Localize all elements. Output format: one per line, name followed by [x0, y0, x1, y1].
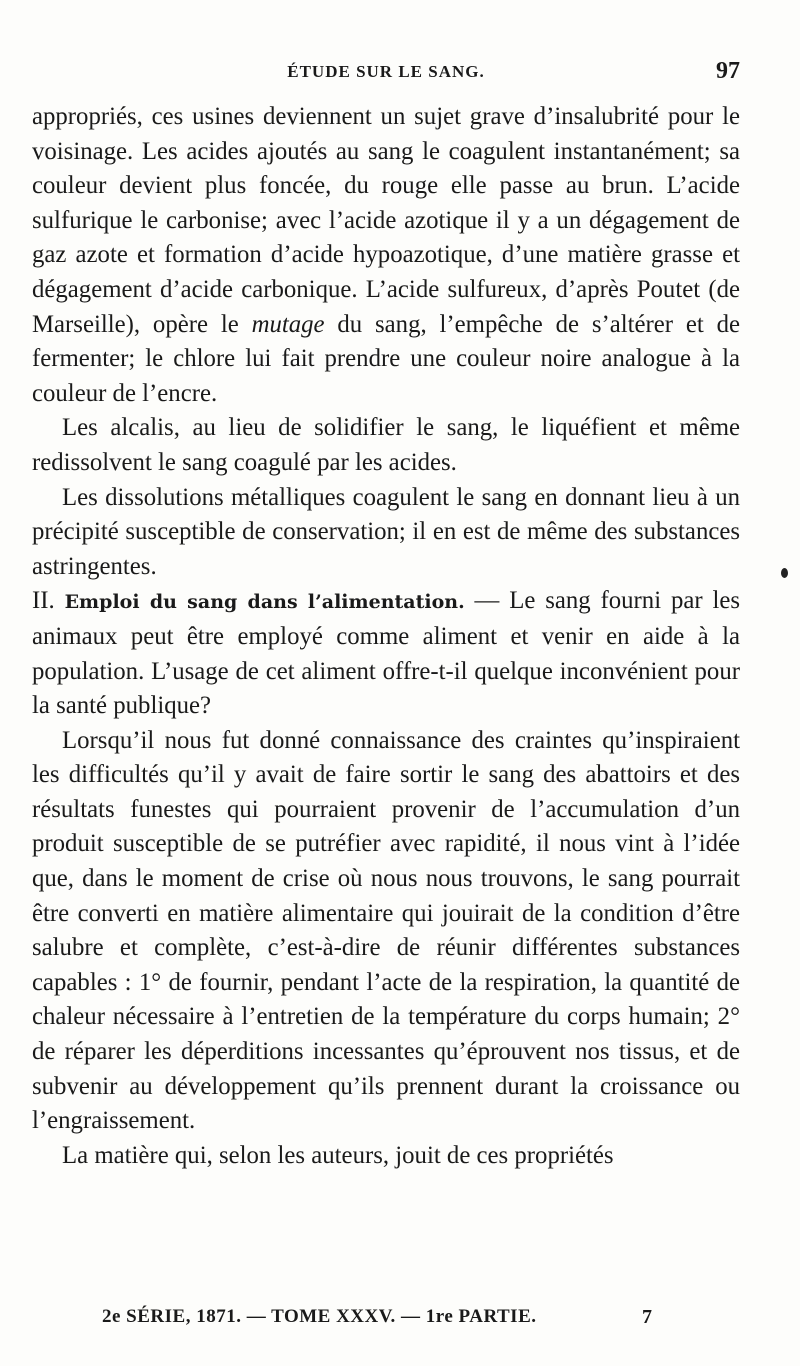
- page-number: 97: [716, 58, 740, 84]
- italic-term: mutage: [251, 310, 325, 338]
- section-number: II.: [32, 587, 55, 615]
- signature-number: 7: [642, 1306, 652, 1328]
- body-text: [32, 100, 740, 1173]
- paragraph-text: appropriés, ces usines deviennent un sujet grave d’insalubrité pour le voisinage. Les acides ajoutés au sang le coagulent instantanément; sa couleur devient plus foncée, du rouge elle passe au brun. L’acide sulfurique le carbonise; avec l’acide azotique il y a un dégagement de gaz azote et formation d’acide hypoazotique, d’une matière grasse et dégagement d’acide carbonique. L’acide sulfureux, d’après Poutet (de Marseille), opère le: [32, 103, 740, 338]
- page-header: [32, 58, 740, 90]
- running-head: ÉTUDE SUR LE SANG.: [287, 62, 485, 81]
- signature-line: 2e SÉRIE, 1871. — TOME XXXV. — 1re PARTIE.: [102, 1306, 537, 1327]
- section-paragraph: [32, 584, 740, 723]
- margin-dot-mark: [781, 568, 788, 578]
- section-title: Emploi du sang dans l’alimentation.: [64, 591, 465, 614]
- paragraph: Les dissolutions métalliques coagulent le sang en donnant lieu à un précipité susceptible de conservation; il en est de même des substances astringentes.: [32, 483, 740, 580]
- paragraph-text: du sang, l’empêche de s’altérer et de fermenter; le chlore lui fait prendre une couleur noire analogue à la couleur de l’encre.: [32, 310, 740, 407]
- paragraph: Les alcalis, au lieu de solidifier le sang, le liquéfient et même redissolvent le sang coagulé par les acides.: [32, 414, 740, 476]
- paragraph: Lorsqu’il nous fut donné connaissance des craintes qu’inspiraient les difficultés qu’il y avait de faire sortir le sang des abattoirs et des résultats funestes qui pourraient provenir de l’accumulation d’un produit susceptible de se putréfier avec rapidité, il nous vint à l’idée que, dans le moment de crise où nous nous trouvons, le sang pourrait être converti en matière alimentaire qui jouirait de la condition d’être salubre et complète, c’est-à-dire de réunir différentes substances capables : 1° de fournir, pendant l’acte de la respiration, la quantité de chaleur nécessaire à l’entretien de la température du corps humain; 2° de réparer les déperditions incessantes qu’éprouvent nos tissus, et de subvenir au développement qu’ils prennent durant la croissance ou l’engraissement.: [32, 726, 740, 1135]
- paragraph: La matière qui, selon les auteurs, jouit de ces propriétés: [62, 1141, 614, 1169]
- paragraph-text: — Le sang fourni par les animaux peut être employé comme aliment et venir en aide à la population. L’usage de cet aliment offre-t-il quelque inconvénient pour la santé publique?: [32, 587, 741, 720]
- page-footer: [32, 1306, 740, 1336]
- paragraph: [32, 100, 740, 411]
